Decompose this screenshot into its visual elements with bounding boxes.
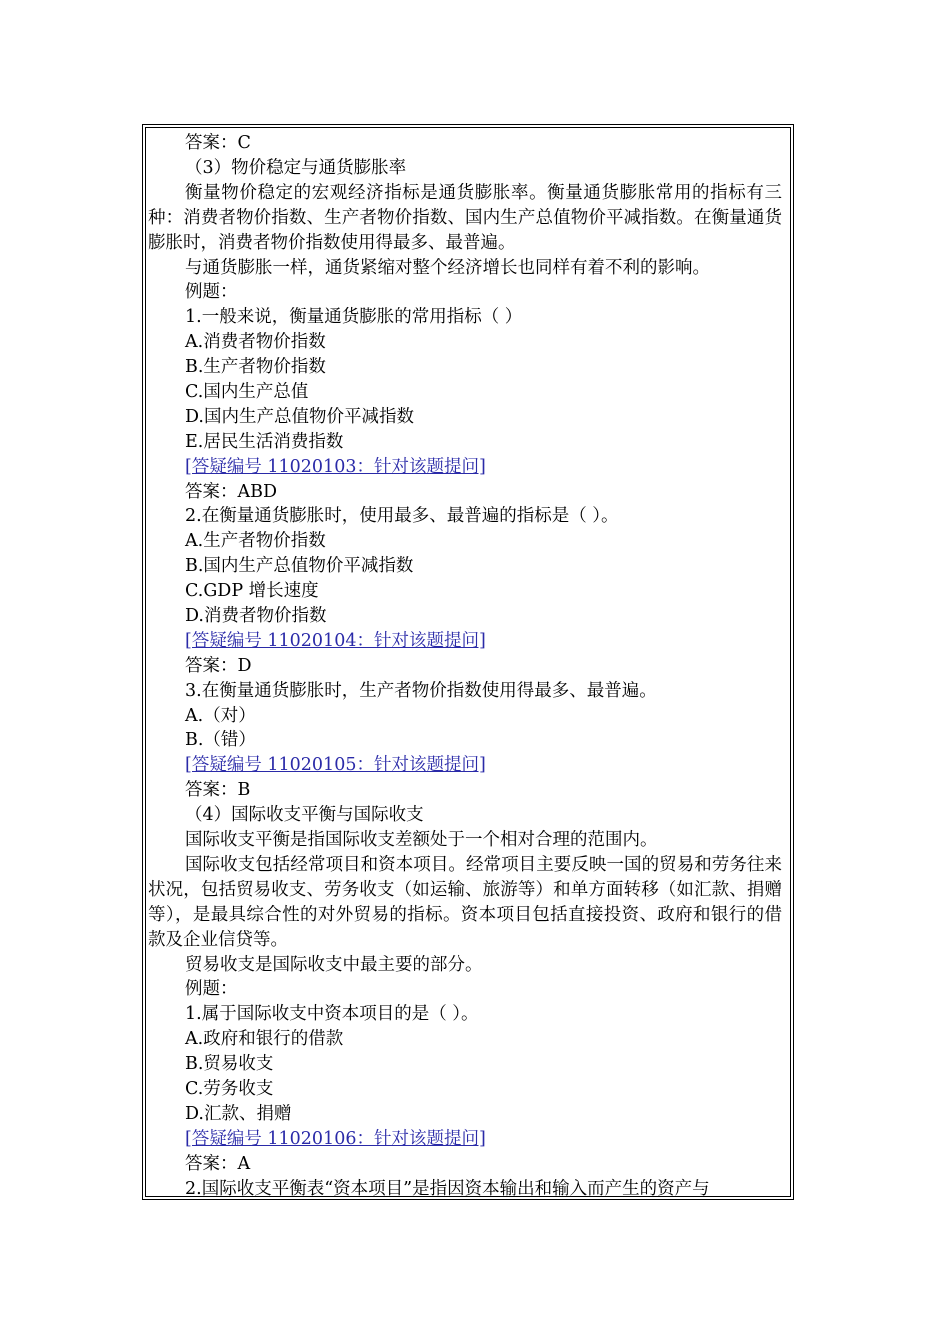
text-line: 1.一般来说，衡量通货膨胀的常用指标（ ） <box>185 307 523 328</box>
text-line: 答案：B <box>185 780 251 801</box>
text-line: （4）国际收支平衡与国际收支 <box>185 805 424 826</box>
text-line: 答案：D <box>185 655 252 676</box>
text-line: B.（错） <box>185 730 256 751</box>
ask-question-link[interactable]: [答疑编号 11020105：针对该题提问] <box>185 755 486 776</box>
text-line: D.汇款、捐赠 <box>185 1103 292 1124</box>
text-line: 答案：ABD <box>185 481 278 502</box>
text-line: C.GDP 增长速度 <box>185 581 319 602</box>
text-line: A.消费者物价指数 <box>185 332 326 353</box>
ask-question-link[interactable]: [答疑编号 11020106：针对该题提问] <box>185 1128 486 1149</box>
ask-question-link[interactable]: [答疑编号 11020103：针对该题提问] <box>185 456 486 477</box>
text-line: B.贸易收支 <box>185 1054 274 1075</box>
question-link-row <box>148 455 782 480</box>
text-line: 答案：A <box>185 1153 251 1174</box>
text-line: 1.属于国际收支中资本项目的是（ ）。 <box>185 1004 479 1025</box>
text-line: 2.在衡量通货膨胀时，使用最多、最普遍的指标是（ ）。 <box>185 506 619 527</box>
question-link-row <box>148 1127 782 1152</box>
text-line: A.政府和银行的借款 <box>185 1029 344 1050</box>
ask-question-link[interactable]: [答疑编号 11020104：针对该题提问] <box>185 630 486 651</box>
text-line: B.国内生产总值物价平减指数 <box>185 556 414 577</box>
text-line: 2.国际收支平衡表“资本项目”是指因资本输出和输入而产生的资产与 <box>185 1178 710 1197</box>
text-line: 国际收支平衡是指国际收支差额处于一个相对合理的范围内。 <box>185 829 658 850</box>
paragraph: 国际收支包括经常项目和资本项目。经常项目主要反映一国的贸易和劳务往来状况，包括贸易收支、劳务收支（如运输、旅游等）和单方面转移（如汇款、捐赠等），是最具综合性的对外贸易的指标。资本项目包括直接投资、政府和银行的借款及企业信贷等。 <box>148 854 782 950</box>
text-line: A.（对） <box>185 705 256 726</box>
text-line: 答案：C <box>185 133 251 153</box>
text-line: A.生产者物价指数 <box>185 531 326 552</box>
text-line: C.劳务收支 <box>185 1078 274 1099</box>
paragraph: 衡量物价稳定的宏观经济指标是通货膨胀率。衡量通货膨胀常用的指标有三种：消费者物价指数、生产者物价指数、国内生产总值物价平减指数。在衡量通货膨胀时，消费者物价指数使用得最多、最普遍。 <box>148 182 782 253</box>
text-line: 贸易收支是国际收支中最主要的部分。 <box>185 954 483 975</box>
text-line: D.国内生产总值物价平减指数 <box>185 406 414 427</box>
text-line: E.居民生活消费指数 <box>185 431 344 452</box>
text-line: 3.在衡量通货膨胀时，生产者物价指数使用得最多、最普遍。 <box>185 680 657 701</box>
text-line: （3）物价稳定与通货膨胀率 <box>185 157 407 178</box>
text-line: 例题： <box>185 282 238 303</box>
content-body <box>145 127 791 1197</box>
question-link-row <box>148 753 782 778</box>
text-line: 例题： <box>185 979 238 1000</box>
question-link-row <box>148 629 782 654</box>
text-line: B.生产者物价指数 <box>185 357 326 378</box>
text-line: C.国内生产总值 <box>185 381 309 402</box>
text-line: 与通货膨胀一样，通货紧缩对整个经济增长也同样有着不利的影响。 <box>185 257 710 278</box>
content-frame <box>142 124 794 1200</box>
text-line: D.消费者物价指数 <box>185 605 327 626</box>
